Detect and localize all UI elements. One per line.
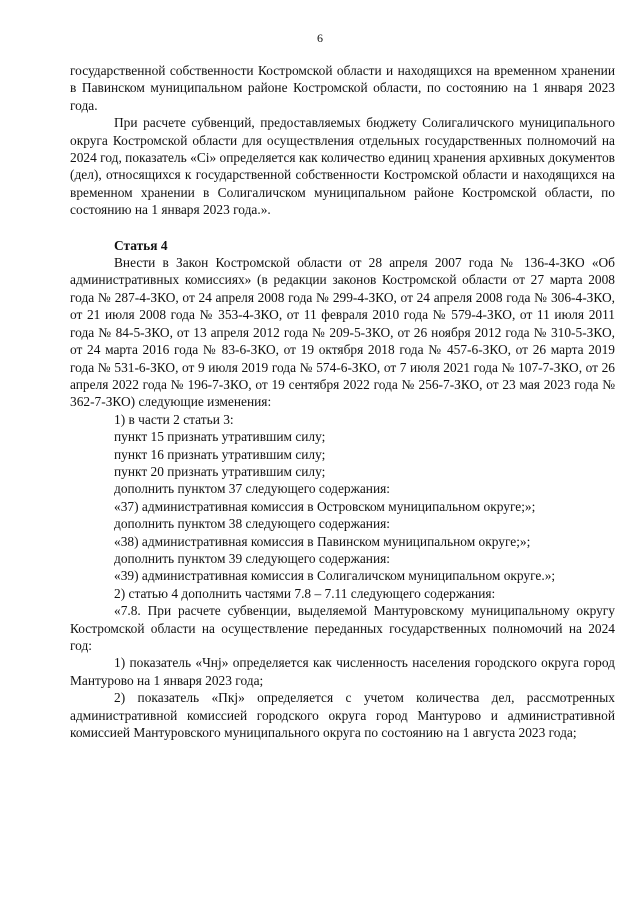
list-item: пункт 16 признать утратившим силу;: [114, 446, 326, 462]
list-item: дополнить пунктом 37 следующего содержания:: [114, 481, 391, 497]
paragraph-continuation: государственной собственности Костромской области и находящихся на временном хранении в Павинском муниципальном районе Костромской области, по состоянию на 1 января 2023 года.: [70, 63, 615, 113]
list-item: 1) в части 2 статьи 3:: [114, 411, 234, 427]
list-item: пункт 20 признать утратившим силу;: [114, 463, 326, 479]
list-item: «39) административная комиссия в Солигаличском муниципальном округе.»;: [114, 568, 556, 584]
list-item: «37) административная комиссия в Островском муниципальном округе;»;: [114, 498, 536, 514]
list-item: дополнить пунктом 39 следующего содержания:: [114, 550, 391, 566]
spacer: [70, 219, 615, 237]
paragraph-indicator-pk: 2) показатель «Пкj» определяется с учетом количества дел, рассмотренных административной комиссией городского округа город Мантурово и административной комиссией Мантуровского муниципального округа по состоянию на 1 августа 2023 года;: [70, 690, 615, 741]
article-heading: Статья 4: [114, 237, 168, 253]
paragraph-subvention-soligalich: При расчете субвенций, предоставляемых бюджету Солигаличского муниципального округа Костромской области для осуществления отдельных государственных полномочий на 2024 год, показатель «Сi» определяется как количество единиц хранения архивных документов (дел), относящихся к государственной собственности Костромской области и находящихся на временном хранении в Солигаличском муниципальном районе Костромской области, по состоянию на 1 января 2023 года.».: [70, 115, 615, 218]
list-item: пункт 15 признать утратившим силу;: [114, 429, 326, 445]
list-item: дополнить пунктом 38 следующего содержания:: [114, 516, 391, 532]
document-body: [70, 62, 615, 741]
paragraph-manturovo: «7.8. При расчете субвенции, выделяемой Мантуровскому муниципальному округу Костромской области на осуществление переданных государственных полномочий на 2024 год:: [70, 603, 615, 653]
page-number: 6: [317, 31, 323, 45]
list-item: «38) административная комиссия в Павинском муниципальном округе;»;: [114, 533, 531, 549]
paragraph-amend-law: Внести в Закон Костромской области от 28 апреля 2007 года № 136-4-ЗКО «Об административных комиссиях» (в редакции законов Костромской области от 27 марта 2008 года № 287-4-ЗКО, от 24 апреля 2008 года № 299-4-ЗКО, от 24 апреля 2008 года № 306-4-ЗКО, от 21 июля 2008 года № 353-4-ЗКО, от 11 февраля 2010 года № 579-4-ЗКО, от 11 июля 2011 года № 84-5-ЗКО, от 13 апреля 2012 года № 209-5-ЗКО, от 26 ноября 2012 года № 310-5-ЗКО, от 24 марта 2016 года № 83-6-ЗКО, от 19 октября 2018 года № 457-6-ЗКО, от 26 марта 2019 года № 531-6-ЗКО, от 9 июля 2019 года № 574-6-ЗКО, от 7 июля 2021 года № 107-7-ЗКО, от 26 апреля 2022 года № 196-7-ЗКО, от 19 сентября 2022 года № 256-7-ЗКО, от 23 мая 2023 года № 362-7-ЗКО) следующие изменения:: [70, 255, 615, 410]
list-item: 2) статью 4 дополнить частями 7.8 – 7.11 следующего содержания:: [114, 585, 496, 601]
paragraph-indicator-chn: 1) показатель «Чнj» определяется как численность населения городского округа город Мантурово на 1 января 2023 года;: [70, 655, 615, 688]
